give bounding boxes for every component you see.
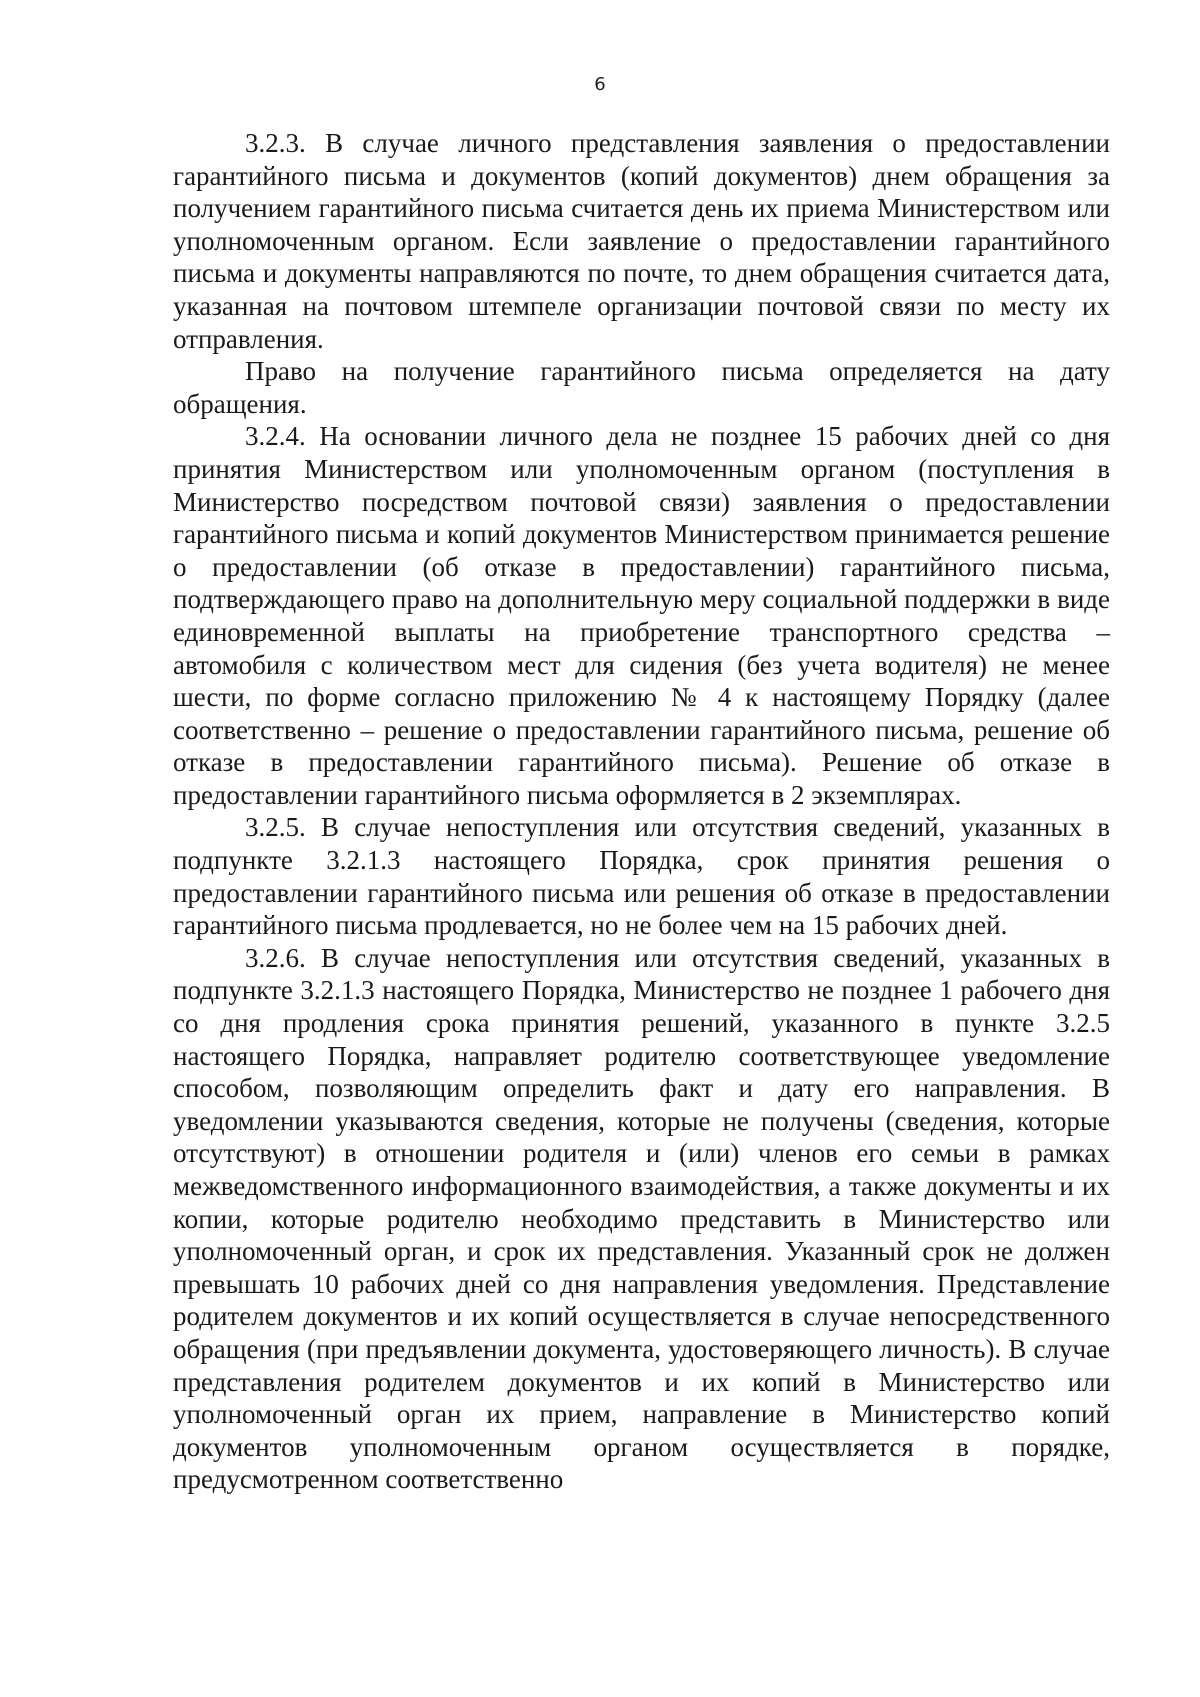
paragraph-right-to-letter: Право на получение гарантийного письма определяется на дату обращения. bbox=[173, 356, 1110, 419]
paragraph-3-2-5: 3.2.5. В случае непоступления или отсутствия сведений, указанных в подпункте 3.2.1.3 настоящего Порядка, срок принятия решения о предоставлении гарантийного письма или решения об отказе в предоставлении гарантийного письма продлевается, но не более чем на 15 рабочих дней. bbox=[173, 812, 1110, 941]
document-body bbox=[173, 127, 1110, 1496]
page-number: 6 bbox=[594, 74, 606, 95]
paragraph-3-2-6: 3.2.6. В случае непоступления или отсутствия сведений, указанных в подпункте 3.2.1.3 настоящего Порядка, Министерство не позднее 1 рабочего дня со дня продления срока принятия решений, указанного в пункте 3.2.5 настоящего Порядка, направляет родителю соответствующее уведомление способом, позволяющим определить факт и дату его направления. В уведомлении указываются сведения, которые не получены (сведения, которые отсутствуют) в отношении родителя и (или) членов его семьи в рамках межведомственного информационного взаимодействия, а также документы и их копии, которые родителю необходимо представить в Министерство или уполномоченный орган, и срок их представления. Указанный срок не должен превышать 10 рабочих дней со дня направления уведомления. Представление родителем документов и их копий осуществляется в случае непосредственного обращения (при предъявлении документа, удостоверяющего личность). В случае представления родителем документов и их копий в Министерство или уполномоченный орган их прием, направление в Министерство копий документов уполномоченным органом осуществляется в порядке, предусмотренном соответственно bbox=[173, 942, 1110, 1495]
paragraph-3-2-3: 3.2.3. В случае личного представления заявления о предоставлении гарантийного письма и документов (копий документов) днем обращения за получением гарантийного письма считается день их приема Министерством или уполномоченным органом. Если заявление о предоставлении гарантийного письма и документы направляются по почте, то днем обращения считается дата, указанная на почтовом штемпеле организации почтовой связи по месту их отправления. bbox=[173, 128, 1110, 354]
paragraph-3-2-4: 3.2.4. На основании личного дела не позднее 15 рабочих дней со дня принятия Министерством или уполномоченным органом (поступления в Министерство посредством почтовой связи) заявления о предоставлении гарантийного письма и копий документов Министерством принимается решение о предоставлении (об отказе в предоставлении) гарантийного письма, подтверждающего право на дополнительную меру социальной поддержки в виде единовременной выплаты на приобретение транспортного средства – автомобиля с количеством мест для сидения (без учета водителя) не менее шести, по форме согласно приложению № 4 к настоящему Порядку (далее соответственно – решение о предоставлении гарантийного письма, решение об отказе в предоставлении гарантийного письма). Решение об отказе в предоставлении гарантийного письма оформляется в 2 экземплярах. bbox=[173, 421, 1110, 810]
